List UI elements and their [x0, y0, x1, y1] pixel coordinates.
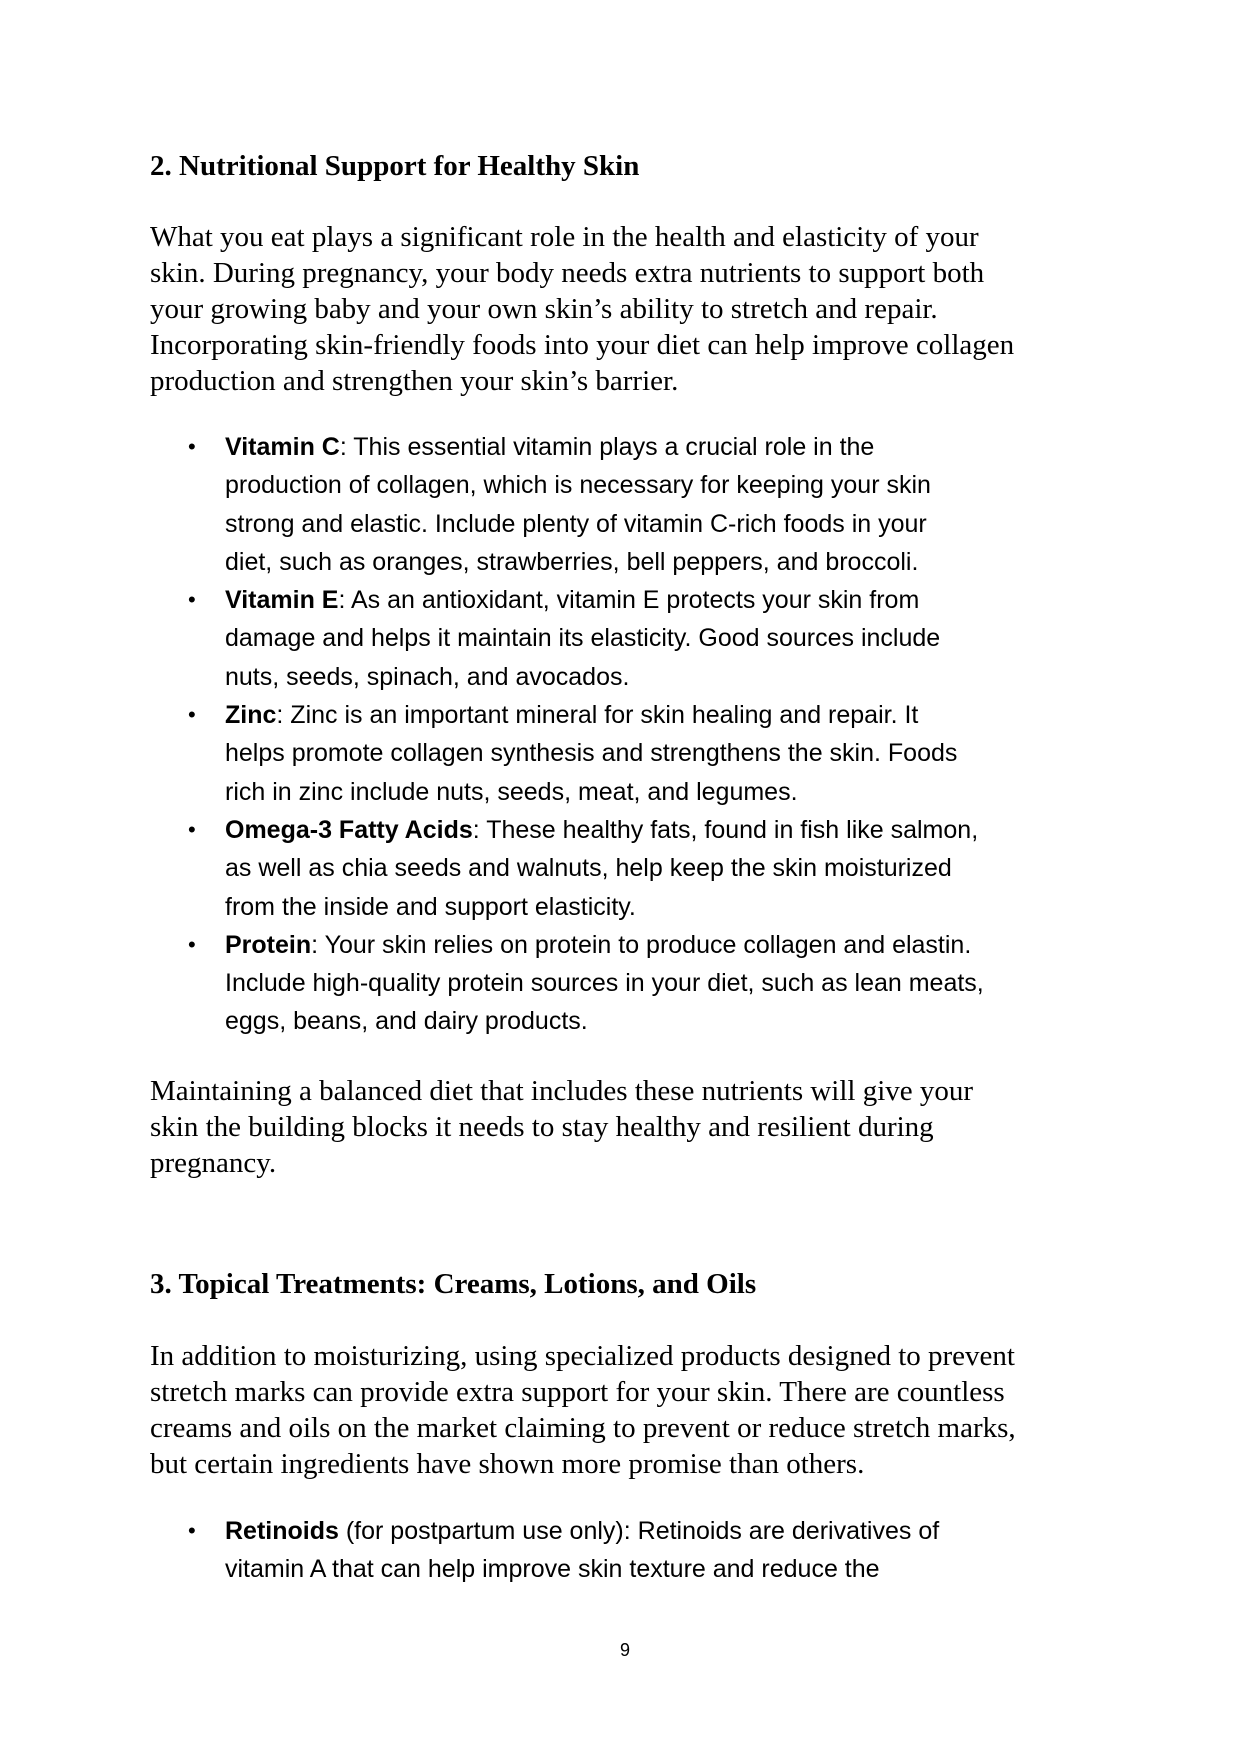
text-line: skin the building blocks it needs to stay healthy and resilient during	[150, 1111, 934, 1143]
bullet-icon: •	[188, 931, 196, 957]
text-line	[225, 1550, 939, 1588]
bullet-text: production of collagen, which is necessary for keeping your skin	[225, 471, 931, 500]
bullet-icon: •	[188, 1518, 196, 1543]
nutrient-list	[188, 428, 984, 1041]
text-line	[225, 773, 984, 811]
text-line: skin. During pregnancy, your body needs extra nutrients to support both	[150, 257, 985, 289]
section-heading: 3. Topical Treatments: Creams, Lotions, and Oils	[150, 1268, 757, 1300]
text-line	[225, 964, 984, 1002]
bullet-text: as well as chia seeds and walnuts, help keep the skin moisturized	[225, 854, 952, 883]
list-item	[188, 696, 984, 811]
outro-paragraph	[150, 1073, 973, 1181]
bullet-term: Zinc	[225, 701, 277, 730]
bullet-icon: •	[188, 434, 196, 459]
text-line: pregnancy.	[150, 1147, 277, 1179]
bullet-text: : These healthy fats, found in fish like salmon,	[472, 815, 979, 844]
text-line	[225, 811, 984, 849]
intro-paragraph	[150, 1338, 1016, 1482]
bullet-text: helps promote collagen synthesis and strengthens the skin. Foods	[225, 739, 958, 768]
bullet-text: : Zinc is an important mineral for skin healing and repair. It	[276, 701, 919, 730]
list-item	[188, 428, 984, 581]
bullet-text: diet, such as oranges, strawberries, bell peppers, and broccoli.	[225, 547, 919, 576]
text-line	[225, 428, 984, 466]
text-line	[225, 466, 984, 504]
bullet-text: : As an antioxidant, vitamin E protects your skin from	[338, 586, 920, 615]
list-item	[188, 811, 984, 926]
list-item	[188, 581, 984, 696]
text-line: your growing baby and your own skin’s ability to stretch and repair.	[150, 293, 938, 325]
text-line	[225, 1002, 984, 1040]
bullet-text: damage and helps it maintain its elasticity. Good sources include	[225, 624, 941, 653]
section-heading: 2. Nutritional Support for Healthy Skin	[150, 150, 640, 182]
bullet-text: vitamin A that can help improve skin texture and reduce the	[225, 1555, 880, 1584]
bullet-term: Omega-3 Fatty Acids	[225, 815, 473, 844]
bullet-text: : Your skin relies on protein to produce collagen and elastin.	[311, 930, 972, 959]
list-item	[188, 926, 984, 1041]
treatment-list	[188, 1512, 940, 1589]
text-line: stretch marks can provide extra support for your skin. There are countless	[150, 1376, 1005, 1408]
text-line	[225, 658, 984, 696]
text-line	[225, 505, 984, 543]
text-line	[225, 619, 984, 657]
bullet-text: nuts, seeds, spinach, and avocados.	[225, 662, 630, 691]
page-number: 9	[619, 1640, 630, 1660]
text-line	[225, 543, 984, 581]
bullet-term: Vitamin C	[225, 433, 340, 461]
text-line: What you eat plays a significant role in the health and elasticity of your	[150, 221, 979, 253]
bullet-term: Vitamin E	[225, 586, 339, 615]
intro-paragraph	[150, 219, 1014, 399]
text-line: Incorporating skin-friendly foods into your diet can help improve collagen	[150, 329, 1015, 361]
bullet-icon: •	[188, 702, 196, 728]
bullet-term: Protein	[225, 930, 312, 959]
text-line	[225, 1512, 939, 1550]
text-line: but certain ingredients have shown more promise than others.	[150, 1448, 865, 1480]
text-line	[225, 926, 984, 964]
text-line: production and strengthen your skin’s barrier.	[150, 365, 679, 397]
bullet-text: eggs, beans, and dairy products.	[225, 1007, 588, 1036]
list-item	[188, 1512, 940, 1589]
text-line	[225, 696, 984, 734]
text-line	[225, 849, 984, 887]
bullet-text: from the inside and support elasticity.	[225, 892, 636, 921]
bullet-icon: •	[188, 816, 196, 842]
bullet-text: strong and elastic. Include plenty of vitamin C-rich foods in your	[225, 509, 927, 538]
bullet-text: Include high-quality protein sources in your diet, such as lean meats,	[225, 969, 984, 998]
text-line: Maintaining a balanced diet that includes these nutrients will give your	[150, 1075, 974, 1107]
text-line: In addition to moisturizing, using specialized products designed to prevent	[150, 1340, 1015, 1372]
text-line	[225, 581, 984, 619]
bullet-text: (for postpartum use only): Retinoids are derivatives of	[338, 1517, 940, 1545]
bullet-icon: •	[188, 587, 196, 613]
text-line	[225, 888, 984, 926]
bullet-text: rich in zinc include nuts, seeds, meat, and legumes.	[225, 777, 798, 806]
bullet-term: Retinoids	[225, 1517, 339, 1545]
text-line: creams and oils on the market claiming to prevent or reduce stretch marks,	[150, 1412, 1016, 1444]
bullet-text: : This essential vitamin plays a crucial role in the	[339, 433, 875, 461]
text-line	[225, 734, 984, 772]
